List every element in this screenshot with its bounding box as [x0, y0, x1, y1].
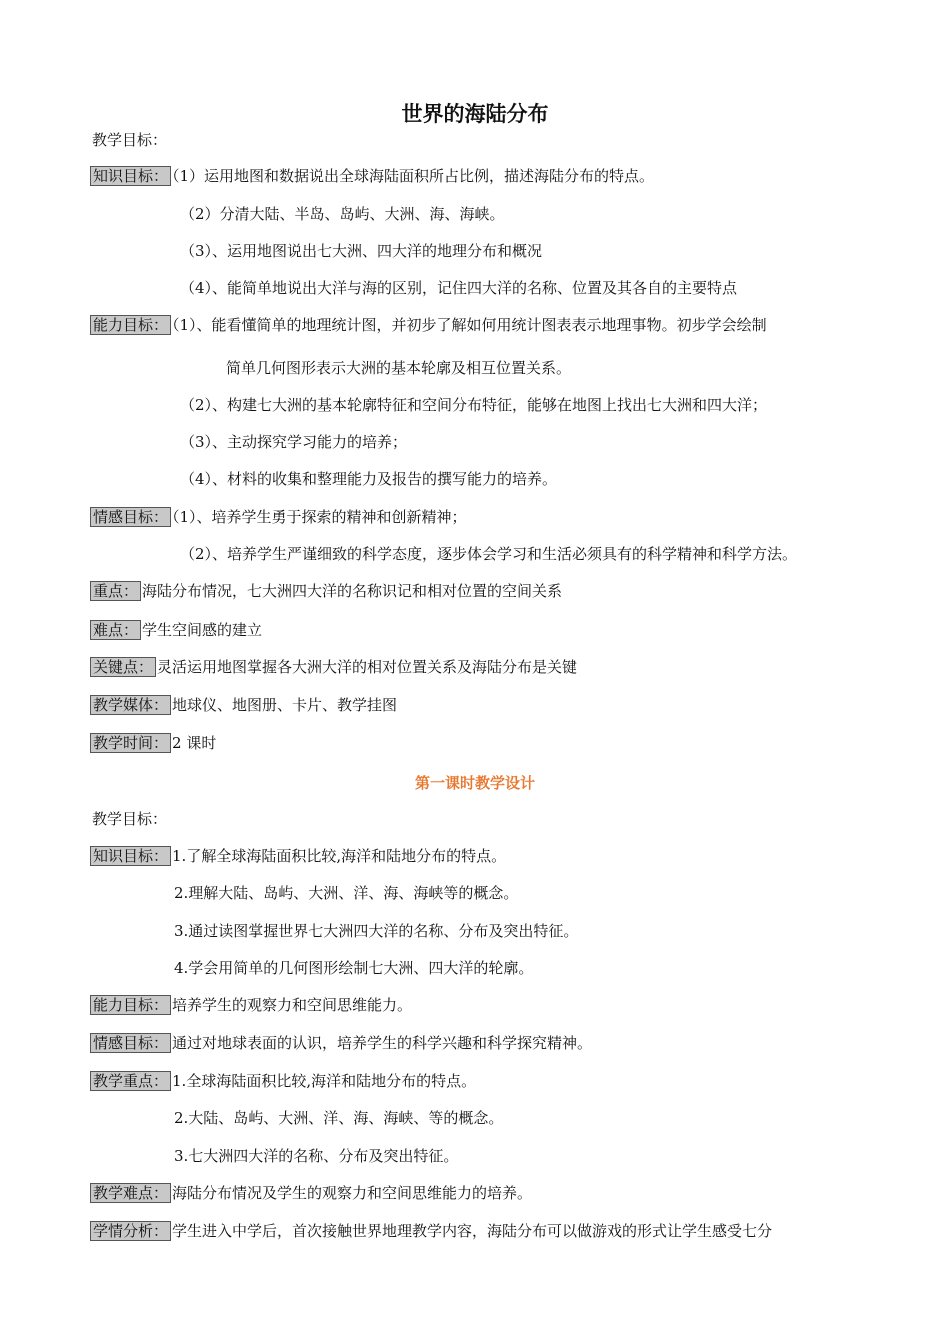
- knowledge-item: 2.理解大陆、岛屿、大洲、洋、海、海峡等的概念。: [174, 884, 519, 902]
- emotion-text: 通过对地球表面的认识，培养学生的科学兴趣和科学探究精神。: [172, 1034, 593, 1052]
- ability-item: 简单几何图形表示大洲的基本轮廓及相互位置关系。: [226, 359, 572, 377]
- knowledge-item: 1.了解全球海陆面积比较,海洋和陆地分布的特点。: [172, 847, 507, 865]
- teaching-difficulty-label: 教学难点：: [90, 1183, 171, 1203]
- key-point-item: 3.七大洲四大洋的名称、分布及突出特征。: [174, 1147, 459, 1165]
- emotion-objectives-label: 情感目标：: [90, 507, 171, 527]
- objectives-heading: 教学目标：: [92, 810, 168, 828]
- media-row: [90, 695, 397, 715]
- ability-text: 培养学生的观察力和空间思维能力。: [172, 996, 413, 1014]
- time-text: 2 课时: [172, 734, 217, 752]
- key-point-text: 海陆分布情况，七大洲四大洋的名称识记和相对位置的空间关系: [142, 582, 563, 600]
- key-point-item: 2.大陆、岛屿、大洲、洋、海、海峡、等的概念。: [174, 1109, 504, 1127]
- media-label: 教学媒体：: [90, 695, 171, 715]
- teaching-key-point-label: 教学重点：: [90, 1071, 171, 1091]
- ability-objectives-label: 能力目标：: [90, 315, 171, 335]
- teaching-difficulty-row: [90, 1183, 532, 1203]
- knowledge-item: （1）运用地图和数据说出全球海陆面积所占比例，描述海陆分布的特点。: [172, 167, 655, 185]
- document-title: 世界的海陆分布: [401, 101, 549, 126]
- time-label: 教学时间：: [90, 733, 171, 753]
- ability-item: （3）、主动探究学习能力的培养；: [180, 433, 408, 451]
- ability-item: （4）、材料的收集和整理能力及报告的撰写能力的培养。: [180, 470, 558, 488]
- learner-analysis-text: 学生进入中学后，首次接触世界地理教学内容，海陆分布可以做游戏的形式让学生感受七分: [172, 1222, 773, 1240]
- key-label: 关键点：: [90, 657, 156, 677]
- time-row: [90, 733, 216, 753]
- ability-item: （2）、构建七大洲的基本轮廓特征和空间分布特征，能够在地图上找出七大洲和四大洋；: [180, 396, 768, 414]
- emotion-item: （2）、培养学生严谨细致的科学态度，逐步体会学习和生活必须具有的科学精神和科学方法。: [180, 545, 798, 563]
- objectives-heading: 教学目标：: [92, 131, 168, 149]
- emotion-objectives-row: [90, 1033, 592, 1053]
- emotion-objectives-label: 情感目标：: [90, 1033, 171, 1053]
- knowledge-item: （3）、运用地图说出七大洲、四大洋的地理分布和概况: [180, 242, 543, 260]
- ability-item: （1）、能看懂简单的地理统计图，并初步了解如何用统计图表表示地理事物。初步学会绘制: [172, 316, 767, 334]
- difficulty-text: 学生空间感的建立: [142, 621, 263, 639]
- key-text: 灵活运用地图掌握各大洲大洋的相对位置关系及海陆分布是关键: [157, 658, 578, 676]
- key-point-label: 重点：: [90, 581, 141, 601]
- section-subtitle: 第一课时教学设计: [414, 774, 535, 792]
- ability-objectives-row: [90, 315, 767, 335]
- difficulty-row: [90, 620, 262, 640]
- knowledge-objectives-label: 知识目标：: [90, 846, 171, 866]
- knowledge-item: 4.学会用简单的几何图形绘制七大洲、四大洋的轮廓。: [174, 959, 534, 977]
- emotion-objectives-row: [90, 507, 467, 527]
- knowledge-item: （2）分清大陆、半岛、岛屿、大洲、海、海峡。: [180, 205, 505, 223]
- ability-objectives-row: [90, 995, 412, 1015]
- knowledge-objectives-row: [90, 846, 506, 866]
- key-point-row: [90, 581, 562, 601]
- teaching-key-point-row: [90, 1071, 476, 1091]
- knowledge-objectives-row: [90, 166, 654, 186]
- ability-objectives-label: 能力目标：: [90, 995, 171, 1015]
- learner-analysis-label: 学情分析：: [90, 1221, 171, 1241]
- media-text: 地球仪、地图册、卡片、教学挂图: [172, 696, 398, 714]
- difficulty-label: 难点：: [90, 620, 141, 640]
- knowledge-item: 3.通过读图掌握世界七大洲四大洋的名称、分布及突出特征。: [174, 922, 579, 940]
- key-row: [90, 657, 577, 677]
- emotion-item: （1）、培养学生勇于探索的精神和创新精神；: [172, 508, 467, 526]
- teaching-difficulty-text: 海陆分布情况及学生的观察力和空间思维能力的培养。: [172, 1184, 533, 1202]
- knowledge-item: （4）、能简单地说出大洋与海的区别，记住四大洋的名称、位置及其各自的主要特点: [180, 279, 738, 297]
- key-point-item: 1.全球海陆面积比较,海洋和陆地分布的特点。: [172, 1072, 477, 1090]
- knowledge-objectives-label: 知识目标：: [90, 166, 171, 186]
- learner-analysis-row: [90, 1221, 772, 1241]
